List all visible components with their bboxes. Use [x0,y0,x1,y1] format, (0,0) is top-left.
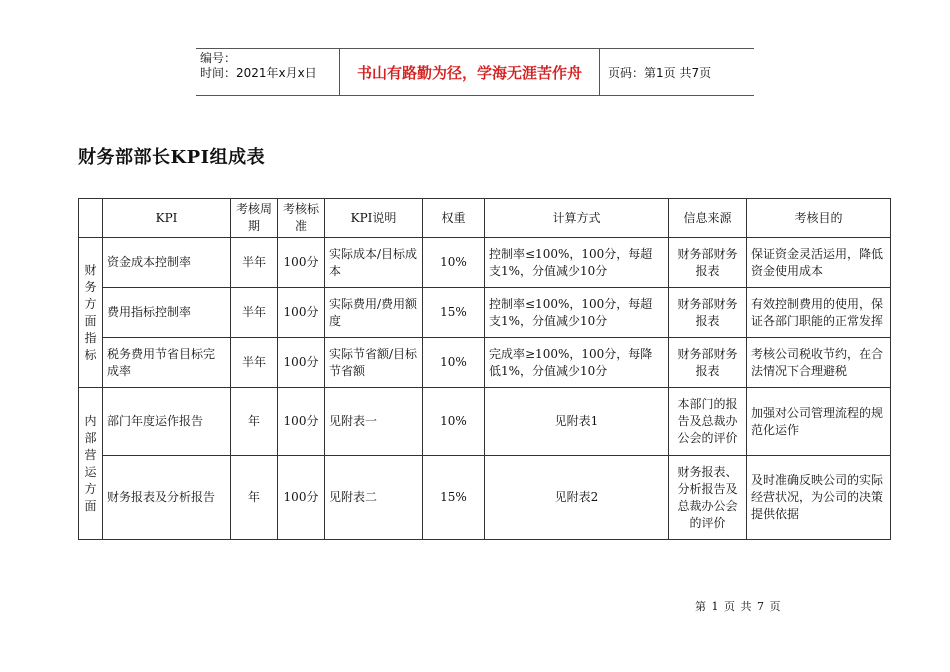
kpi-cell: 部门年度运作报告 [103,388,231,456]
source-cell: 本部门的报告及总裁办公会的评价 [669,388,747,456]
column-header-kpi: KPI [103,199,231,238]
desc-cell: 见附表一 [325,388,423,456]
column-header-purpose: 考核目的 [747,199,891,238]
kpi-cell: 税务费用节省目标完成率 [103,338,231,388]
desc-cell: 见附表二 [325,456,423,540]
document-time-label: 时间：2021年x月x日 [200,66,317,80]
page-title: 财务部部长KPI组成表 [78,147,266,168]
weight-cell: 15% [423,288,485,338]
table-header-row [79,199,891,238]
kpi-cell: 财务报表及分析报告 [103,456,231,540]
column-header-source: 信息来源 [669,199,747,238]
period-cell: 年 [231,456,278,540]
calc-cell: 见附表2 [485,456,669,540]
period-cell: 半年 [231,338,278,388]
calc-cell: 控制率≤100%，100分，每超支1%，分值减少10分 [485,288,669,338]
document-number-label: 编号： [200,51,237,65]
calc-cell: 见附表1 [485,388,669,456]
column-header-desc: KPI说明 [325,199,423,238]
kpi-cell: 费用指标控制率 [103,288,231,338]
column-header-calc: 计算方式 [485,199,669,238]
standard-cell: 100分 [278,456,325,540]
purpose-cell: 考核公司税收节约，在合法情况下合理避税 [747,338,891,388]
desc-cell: 实际成本/目标成本 [325,238,423,288]
page-footer: 第 1 页 共 7 页 [695,600,782,613]
source-cell: 财务部财务报表 [669,288,747,338]
column-header-standard: 考核标准 [278,199,325,238]
standard-cell: 100分 [278,238,325,288]
kpi-table [78,198,891,540]
calc-cell: 完成率≥100%，100分，每降低1%，分值减少10分 [485,338,669,388]
column-header-category [79,199,103,238]
period-cell: 半年 [231,238,278,288]
source-cell: 财务报表、分析报告及总裁办公会的评价 [669,456,747,540]
column-header-period: 考核周期 [231,199,278,238]
column-header-weight: 权重 [423,199,485,238]
purpose-cell: 有效控制费用的使用，保证各部门职能的正常发挥 [747,288,891,338]
category-cell: 内部营运方面 [79,388,103,540]
purpose-cell: 及时准确反映公司的实际经营状况，为公司的决策提供依据 [747,456,891,540]
table-row [79,288,891,338]
document-header [196,48,754,96]
table-row [79,456,891,540]
kpi-cell: 资金成本控制率 [103,238,231,288]
header-slogan: 书山有路勤为径，学海无涯苦作舟 [340,49,600,95]
purpose-cell: 保证资金灵活运用，降低资金使用成本 [747,238,891,288]
weight-cell: 10% [423,338,485,388]
desc-cell: 实际费用/费用额度 [325,288,423,338]
standard-cell: 100分 [278,288,325,338]
table-row [79,388,891,456]
table-row [79,238,891,288]
table-row [79,338,891,388]
calc-cell: 控制率≤100%，100分，每超支1%，分值减少10分 [485,238,669,288]
source-cell: 财务部财务报表 [669,338,747,388]
source-cell: 财务部财务报表 [669,238,747,288]
standard-cell: 100分 [278,338,325,388]
weight-cell: 10% [423,388,485,456]
weight-cell: 15% [423,456,485,540]
purpose-cell: 加强对公司管理流程的规范化运作 [747,388,891,456]
weight-cell: 10% [423,238,485,288]
category-cell: 财务方面指标 [79,238,103,388]
desc-cell: 实际节省额/目标节省额 [325,338,423,388]
standard-cell: 100分 [278,388,325,456]
period-cell: 半年 [231,288,278,338]
header-page-info: 页码：第1页 共7页 [608,65,712,80]
header-meta [196,49,340,95]
period-cell: 年 [231,388,278,456]
